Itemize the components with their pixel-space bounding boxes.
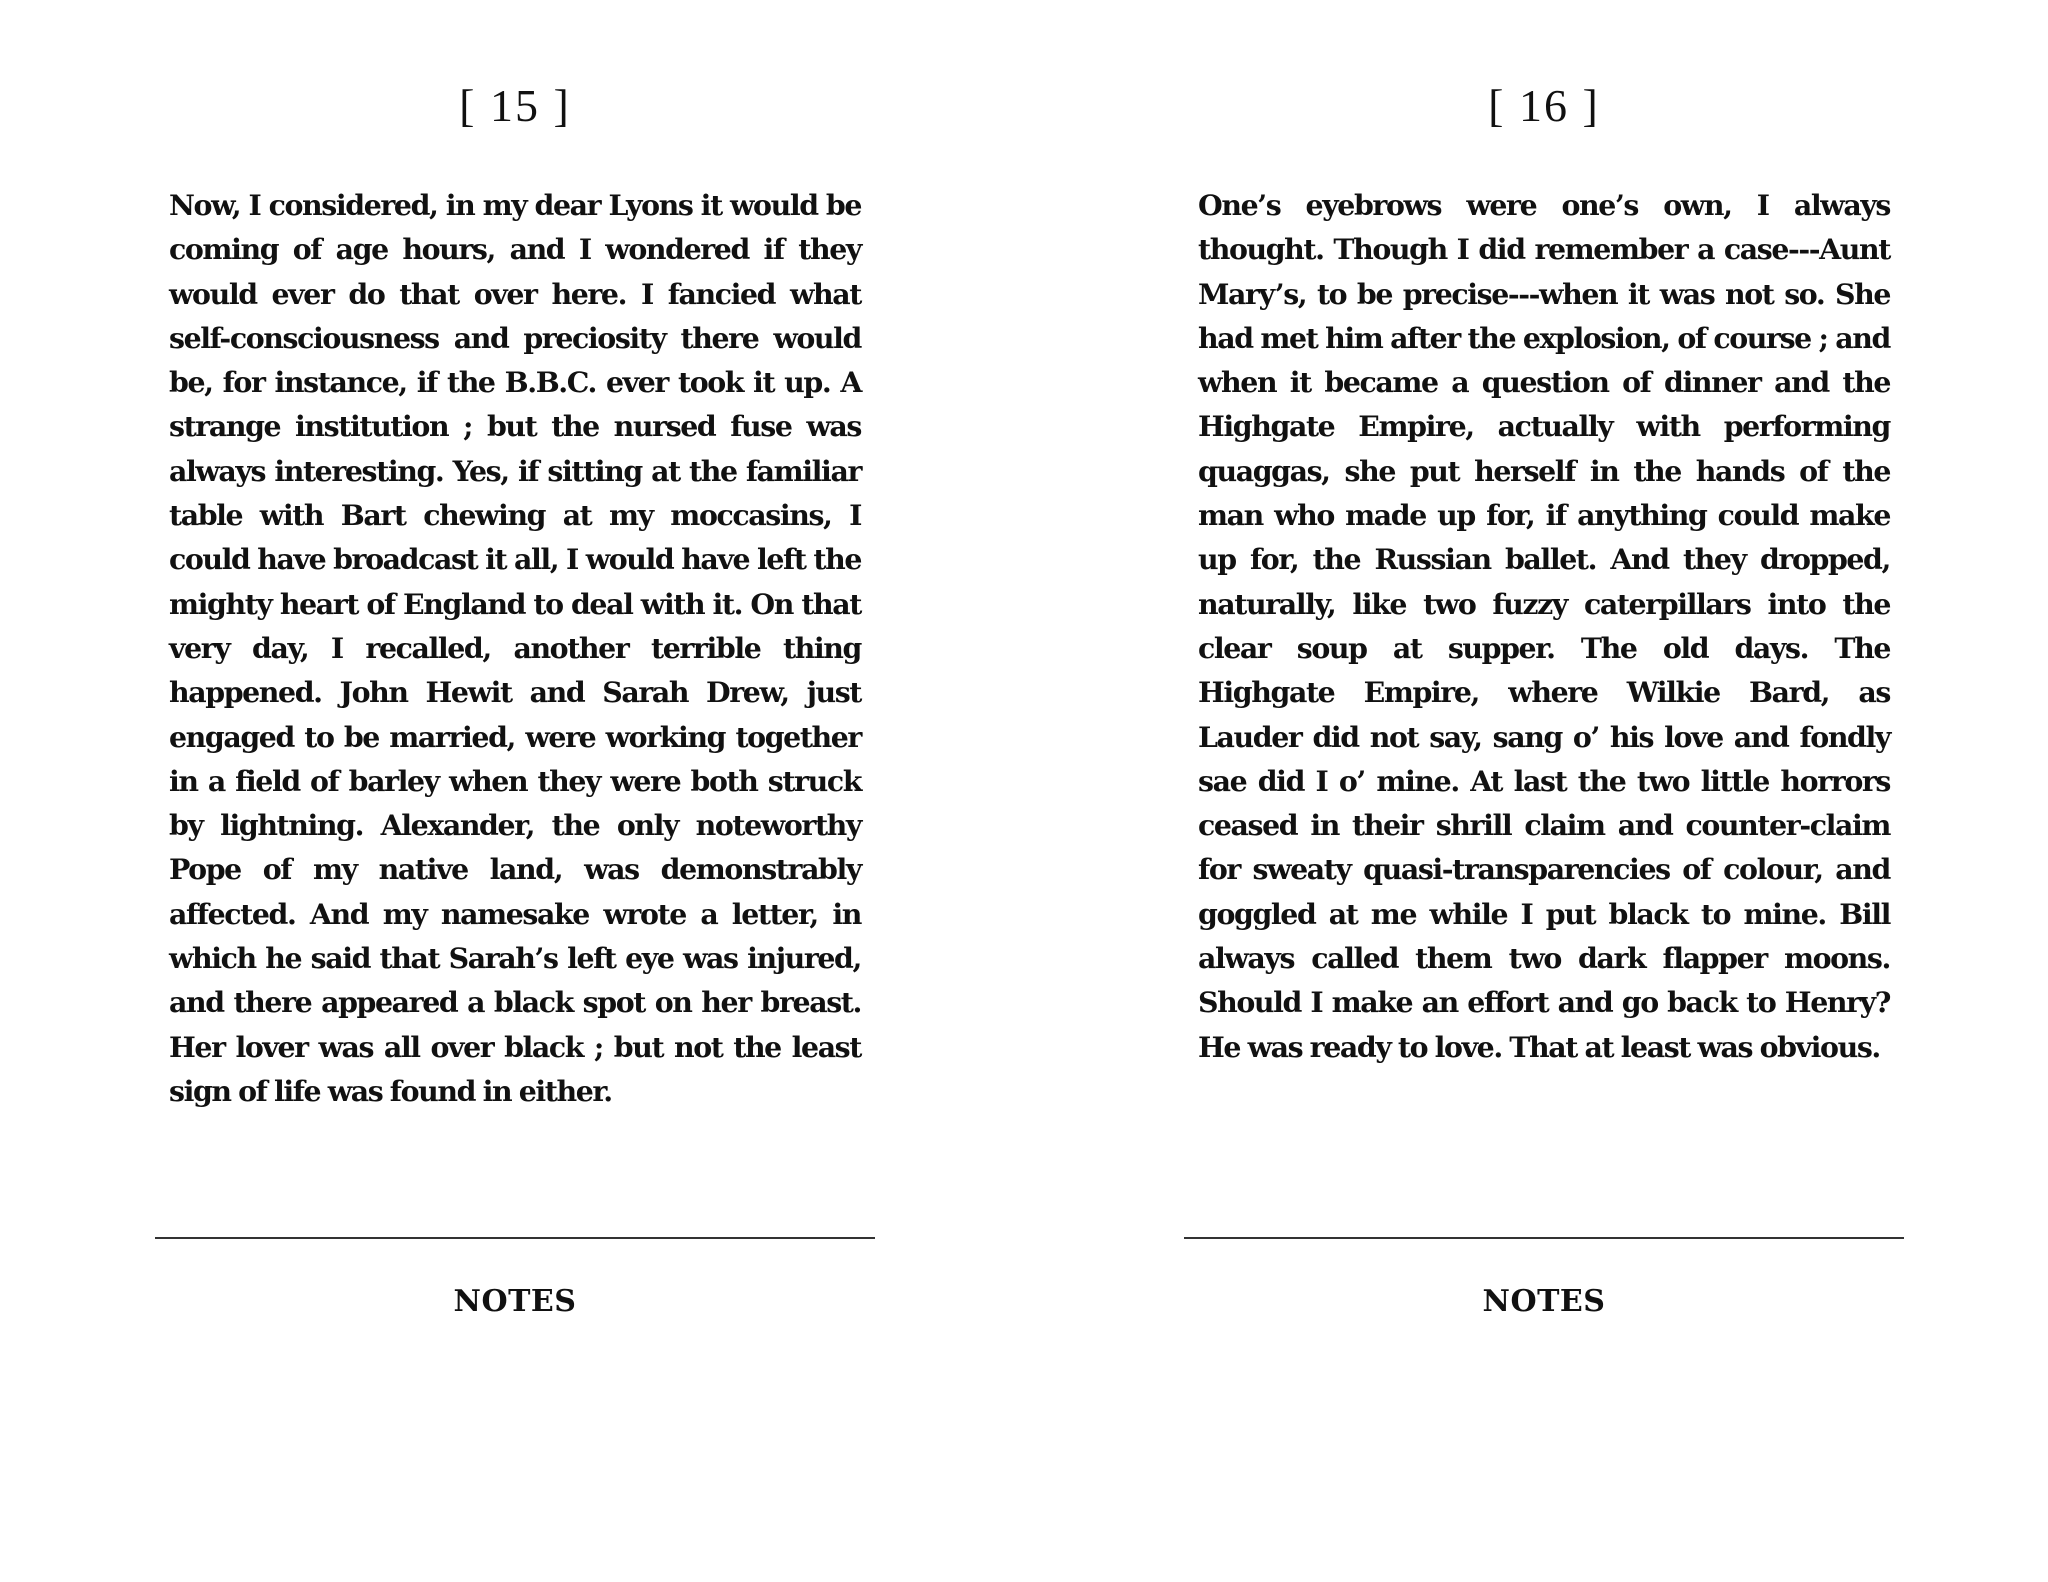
left-page: [155, 0, 875, 1582]
body-paragraph: One’s eyebrows were one’s own, I always thought. Though I did remember a case---Aunt Mary’s, to be precise---when it was not so. She had met him after the explosion, of course ; and when it became a question of dinner and the Highgate Empire, actually with performing quaggas, she put herself in the hands of the man who made up for, if anything could make up for, the Russian ballet. And they dropped, naturally, like two fuzzy caterpillars into the clear soup at supper. The old days. The Highgate Empire, where Wilkie Bard, as Lauder did not say, sang o’ his love and fondly sae did I o’ mine. At last the two little horrors ceased in their shrill claim and counter-claim for sweaty quasi-transparencies of colour, and goggled at me while I put black to mine. Bill always called them two dark flapper moons. Should I make an effort and go back to Henry? He was ready to love. That at least was obvious.: [1198, 188, 1890, 1064]
notes-heading: NOTES: [1482, 1284, 1606, 1319]
notes-heading: NOTES: [453, 1284, 577, 1319]
page-number: [ 16 ]: [1488, 80, 1600, 131]
right-page: [1184, 0, 1904, 1582]
body-paragraph: Now, I considered, in my dear Lyons it would be coming of age hours, and I wondered if they would ever do that over here. I fancied what self-consciousness and preciosity there would be, for instance, if the B.B.C. ever took it up. A strange institution ; but the nursed fuse was always interesting. Yes, if sitting at the familiar table with Bart chewing at my moccasins, I could have broadcast it all, I would have left the mighty heart of England to deal with it. On that very day, I recalled, another terrible thing happened. John Hewit and Sarah Drew, just engaged to be married, were working together in a field of barley when they were both struck by lightning. Alexander, the only noteworthy Pope of my native land, was demonstrably affected. And my namesake wrote a letter, in which he said that Sarah’s left eye was injured, and there appeared a black spot on her breast. Her lover was all over black ; but not the least sign of life was found in either.: [169, 188, 861, 1108]
notes-divider: [1184, 1237, 1904, 1239]
notes-divider: [155, 1237, 875, 1239]
page-number: [ 15 ]: [459, 80, 571, 131]
